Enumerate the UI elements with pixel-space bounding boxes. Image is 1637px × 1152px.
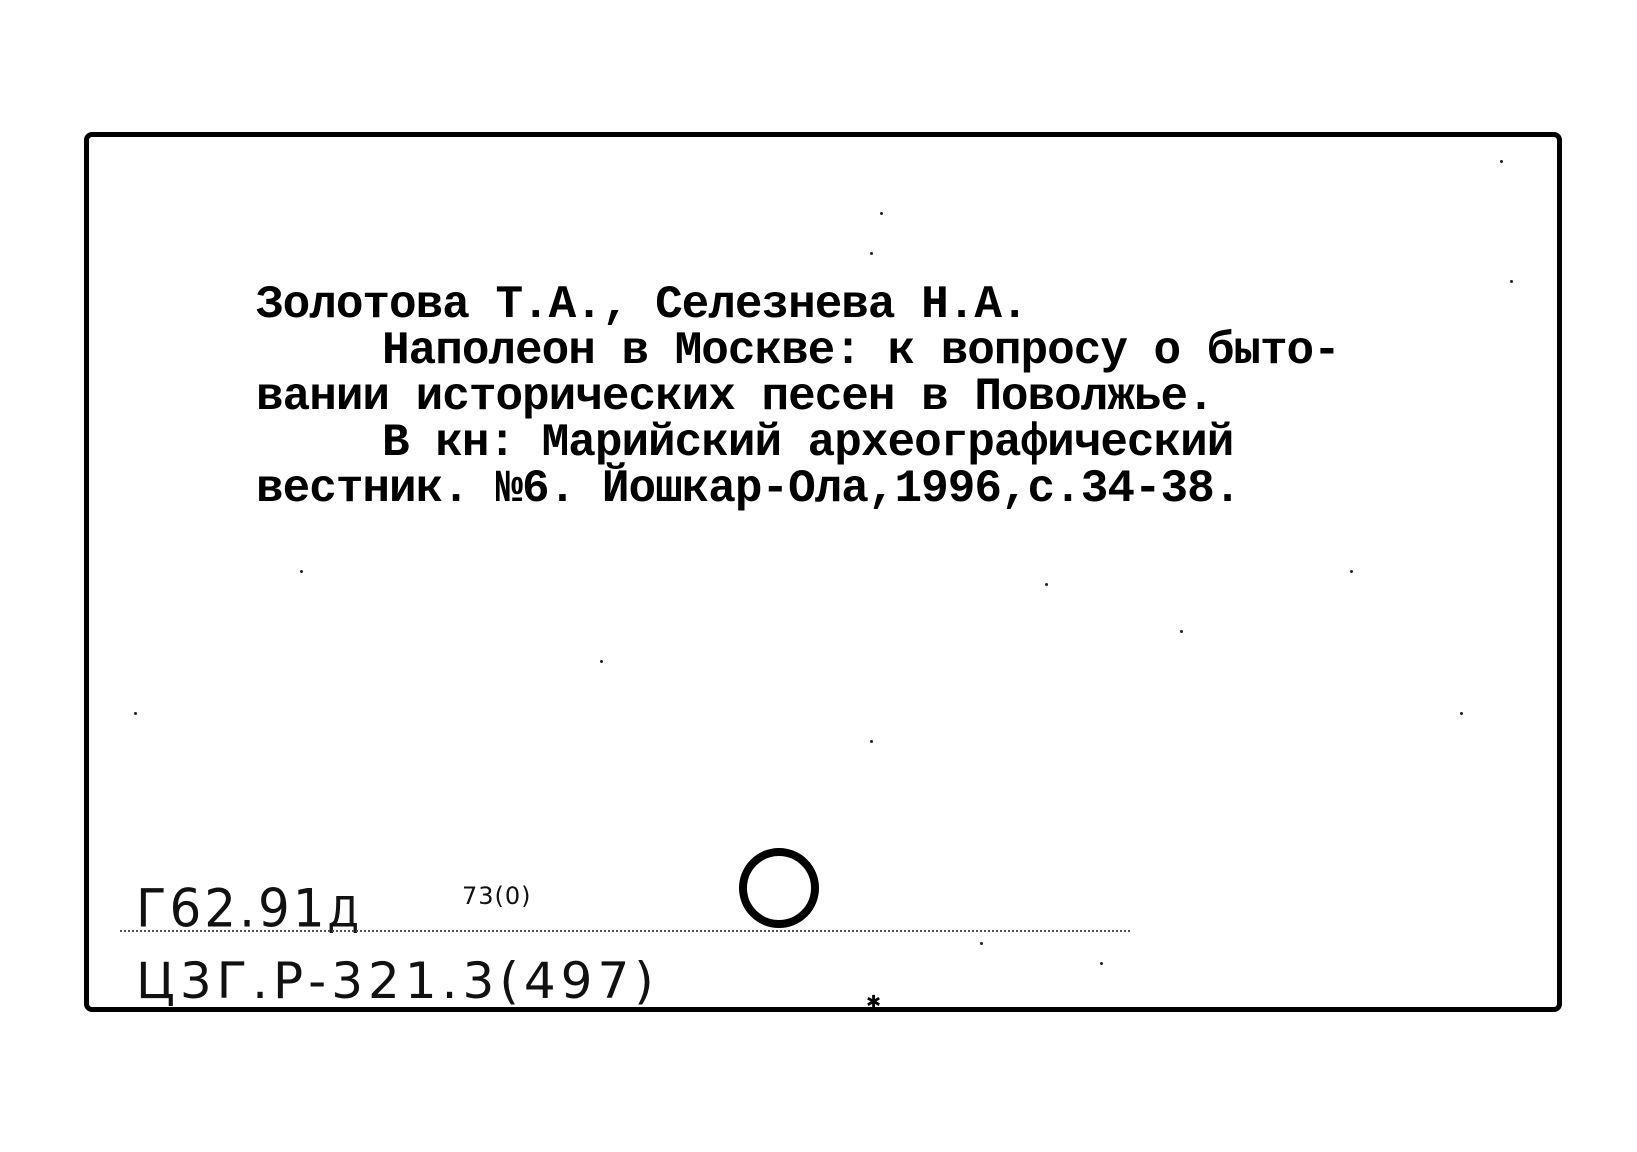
punch-hole-icon xyxy=(738,847,820,929)
noise-speck xyxy=(880,212,883,215)
noise-speck xyxy=(1045,583,1048,586)
divider-line xyxy=(120,930,1130,932)
asterisk-mark-icon: ✱ xyxy=(866,992,882,1013)
noise-speck xyxy=(300,570,303,573)
shelf-mark-code: Г62.91 xyxy=(136,878,328,939)
author-line: Золотова Т.А., Селезнева Н.А. xyxy=(256,279,1028,331)
noise-speck xyxy=(134,712,137,715)
noise-speck xyxy=(1100,962,1103,965)
noise-speck xyxy=(1500,160,1503,163)
source-line-2: вестник. №6. Йошкар-Ола,1996,с.34-38. xyxy=(256,463,1241,515)
noise-speck xyxy=(980,942,983,945)
shelf-mark-superscript: 73(0) xyxy=(462,882,532,910)
noise-speck xyxy=(870,252,873,255)
title-line-1: Наполеон в Москве: к вопросу о быто- xyxy=(382,325,1340,377)
noise-speck xyxy=(1180,630,1183,633)
title-line-2: вании исторических песен в Поволжье. xyxy=(256,371,1214,423)
source-line-1: В кн: Марийский археографический xyxy=(382,417,1234,469)
inventory-number: Ц3Г.Р-321.3(497) xyxy=(136,952,659,1010)
noise-speck xyxy=(600,660,603,663)
noise-speck xyxy=(870,740,873,743)
noise-speck xyxy=(1510,280,1513,283)
shelf-mark-suffix: Д xyxy=(327,888,362,937)
noise-speck xyxy=(1460,712,1463,715)
noise-speck xyxy=(1350,570,1353,573)
bibliographic-entry xyxy=(256,279,1340,515)
